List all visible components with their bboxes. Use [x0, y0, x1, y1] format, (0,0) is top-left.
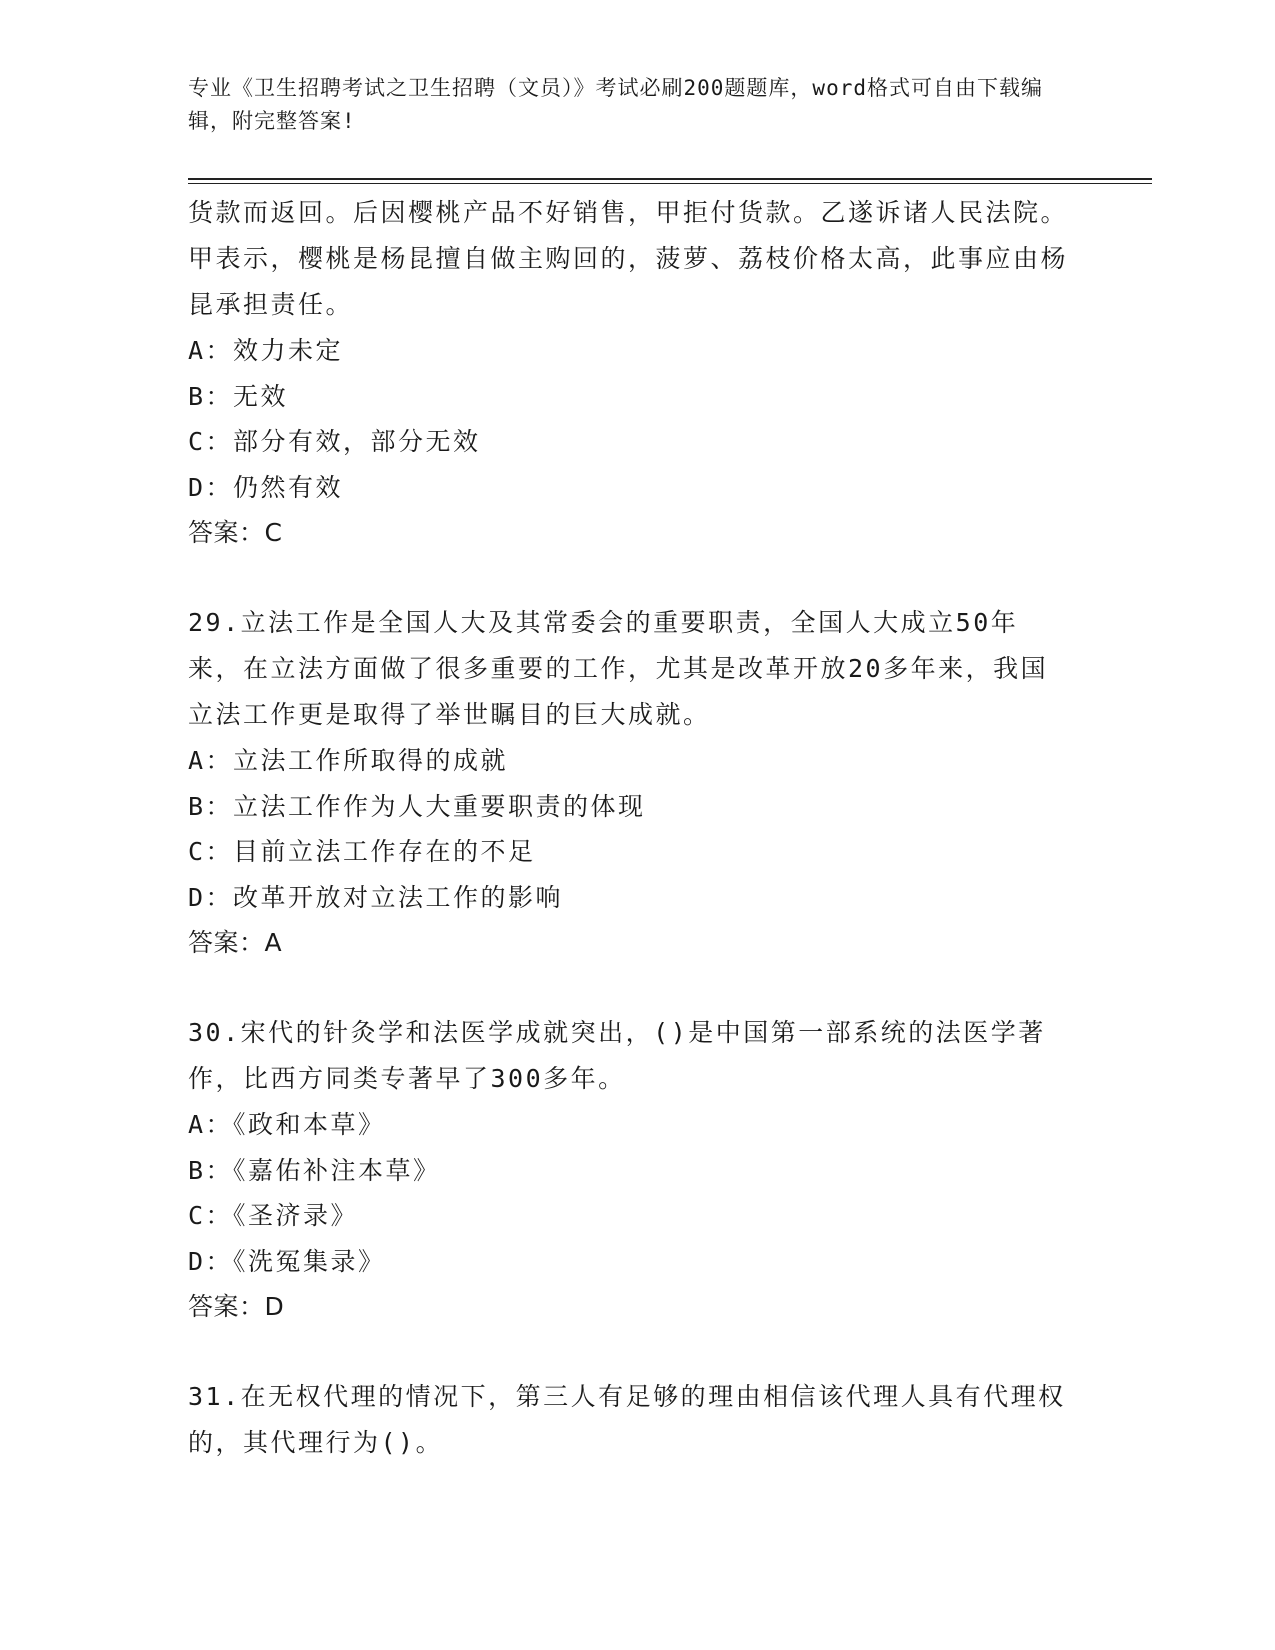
- option-b: B：《嘉佑补注本草》: [188, 1155, 441, 1185]
- answer: 答案：D: [188, 1292, 285, 1321]
- answer: 答案：A: [188, 928, 283, 957]
- question-text: 30.宋代的针灸学和法医学成就突出，()是中国第一部系统的法医学著作，比西方同类专著早了300多年。: [188, 1018, 1046, 1093]
- question-text: 货款而返回。后因樱桃产品不好销售，甲拒付货款。乙遂诉诸人民法院。甲表示，樱桃是杨昆擅自做主购回的，菠萝、荔枝价格太高，此事应由杨昆承担责任。: [188, 198, 1069, 319]
- page-header: [188, 72, 1068, 138]
- question-28: [188, 190, 1068, 556]
- option-a: A：立法工作所取得的成就: [188, 746, 509, 775]
- question-list: [188, 190, 1068, 1466]
- option-d: D：仍然有效: [188, 472, 344, 502]
- option-d: D：改革开放对立法工作的影响: [188, 882, 564, 912]
- answer: 答案：C: [188, 518, 283, 547]
- question-text: 31.在无权代理的情况下，第三人有足够的理由相信该代理人具有代理权的，其代理行为()。: [188, 1382, 1066, 1457]
- document-title: 专业《卫生招聘考试之卫生招聘（文员）》考试必刷200题题库，word格式可自由下载编辑，附完整答案!: [188, 76, 1043, 133]
- option-d: D：《洗冤集录》: [188, 1246, 386, 1276]
- option-c: C：目前立法工作存在的不足: [188, 837, 536, 866]
- option-c: C：《圣济录》: [188, 1201, 359, 1230]
- question-text: 29.立法工作是全国人大及其常委会的重要职责，全国人大成立50年来，在立法方面做了很多重要的工作，尤其是改革开放20多年来，我国立法工作更是取得了举世瞩目的巨大成就。: [188, 608, 1049, 729]
- option-b: B：无效: [188, 381, 289, 411]
- question-29: [188, 600, 1068, 966]
- option-c: C：部分有效，部分无效: [188, 427, 481, 456]
- option-a: A：效力未定: [188, 336, 344, 365]
- header-rule-thin: [188, 183, 1152, 184]
- question-31: [188, 1374, 1068, 1466]
- option-b: B：立法工作作为人大重要职责的体现: [188, 791, 646, 821]
- option-a: A：《政和本草》: [188, 1110, 386, 1139]
- question-30: [188, 1010, 1068, 1330]
- header-rule-thick: [188, 178, 1152, 180]
